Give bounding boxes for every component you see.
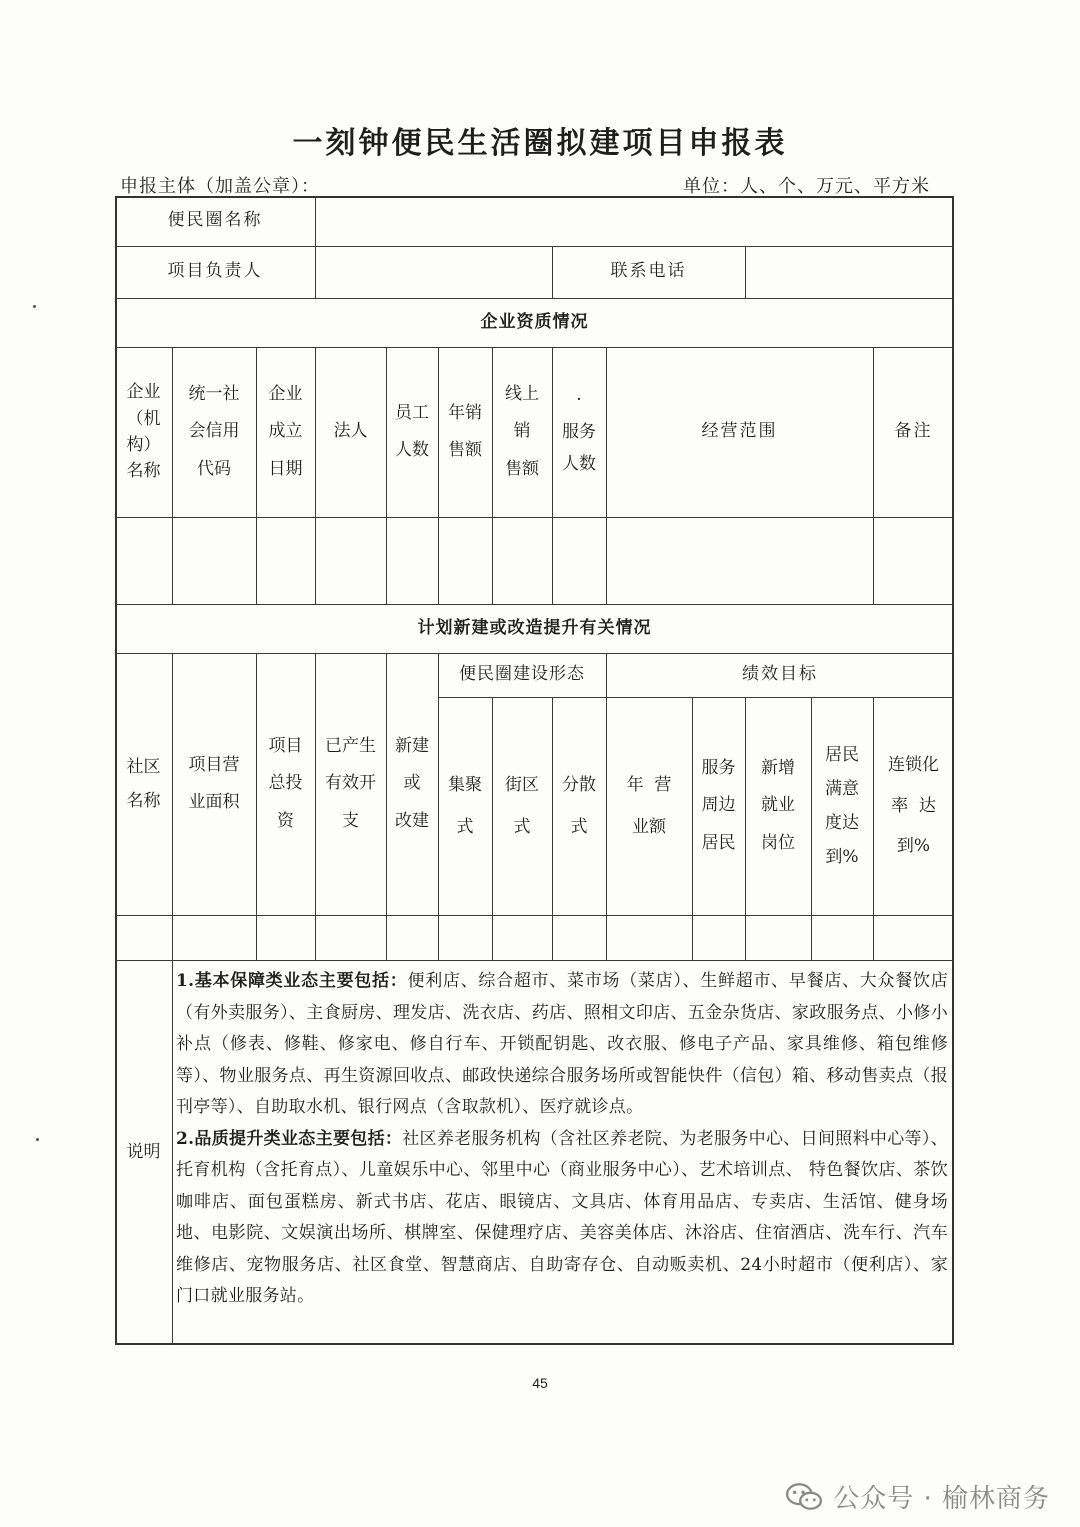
watermark-text: 公众号 · 榆林商务 bbox=[833, 1484, 1050, 1514]
col-established-date: 企业 成立 日期 bbox=[268, 383, 303, 479]
note-item-2-text: 社区养老服务机构（含社区养老院、为老服务中心、日间照料中心等）、托育机构（含托育点）、儿童娱乐中心、邻里中心（商业服务中心）、艺术培训点、 特色餐饮店、茶饮咖啡店、面包蛋糕房、新式书店、花店、眼镜店、文具店、体育用品店、专卖店、生活馆、健身场地、电影院、文娱演出场所、棋牌室、保健理疗店、美容美体店、沐浴店、住宿酒店、洗车行、汽车维修店、宠物服务店、社区食堂、智慧商店、自助寄存仓、自动贩卖机、24小时超市（便利店）、家门口就业服务站。 bbox=[176, 1128, 948, 1306]
plan-section-title: 计划新建或改造提升有关情况 bbox=[417, 617, 652, 638]
col-form-group: 便民圈建设形态 bbox=[459, 664, 585, 685]
circle-name-label: 便民圈名称 bbox=[167, 210, 263, 231]
col-enterprise-name: 企业 （机 构） 名称 bbox=[126, 382, 161, 482]
note-item-1-text: 便利店、综合超市、菜市场（菜店）、生鲜超市、早餐店、大众餐饮店（有外卖服务）、主食厨房、理发店、洗衣店、药店、照相文印店、五金杂货店、家政服务点、小修小补点（修表、修鞋、修家电、修自行车、开锁配钥匙、改衣服、修电子产品、家具维修、箱包维修等）、物业服务点、再生资源回收点、邮政快递综合服务场所或智能快件（信包）箱、移动售卖点（报刊亭等）、自助取水机、银行网点（含取款机）、医疗就诊点。 bbox=[176, 971, 948, 1117]
rule bbox=[115, 517, 954, 518]
wechat-icon bbox=[785, 1482, 823, 1512]
col-street: 街区 式 bbox=[505, 774, 539, 837]
col-online-sales: 线上 销 售额 bbox=[505, 383, 539, 479]
notes-label: 说明 bbox=[126, 1141, 161, 1162]
col-chain: 连锁化 率 达 到% bbox=[888, 754, 939, 857]
contact-phone-label: 联系电话 bbox=[610, 261, 687, 282]
col-annual-sales: 年销 售额 bbox=[448, 402, 482, 460]
col-jobs: 新增 就业 岗位 bbox=[761, 757, 795, 853]
scan-speck bbox=[36, 1138, 39, 1141]
notes-content bbox=[176, 966, 948, 1313]
col-business-scope: 经营范围 bbox=[701, 421, 778, 442]
note-item-2 bbox=[176, 1124, 948, 1313]
col-community: 社区 名称 bbox=[126, 757, 161, 811]
col-spent: 已产生 有效开 支 bbox=[325, 735, 376, 831]
col-build-type: 新建 或 改建 bbox=[395, 735, 429, 831]
project-leader-label: 项目负责人 bbox=[167, 261, 263, 282]
page-number: 45 bbox=[532, 1375, 548, 1391]
contact-phone-input[interactable] bbox=[745, 246, 954, 298]
note-item-1-title: 1.基本保障类业态主要包括： bbox=[176, 971, 408, 991]
note-item-2-title: 2.品质提升类业态主要包括： bbox=[176, 1128, 403, 1149]
col-cluster: 集聚 式 bbox=[448, 774, 482, 837]
enterprise-section-title: 企业资质情况 bbox=[480, 311, 589, 332]
rule bbox=[115, 960, 954, 961]
col-investment: 项目 总投 资 bbox=[268, 735, 303, 831]
unit-label: 单位：人、个、万元、平方米 bbox=[683, 176, 930, 197]
col-area: 项目营 业面积 bbox=[188, 754, 240, 812]
col-legal-person: 法人 bbox=[333, 421, 368, 442]
note-item-1 bbox=[176, 966, 948, 1124]
col-perf-group: 绩效目标 bbox=[742, 664, 818, 685]
scan-speck bbox=[33, 305, 36, 308]
col-revenue: 年 营 业额 bbox=[626, 774, 672, 837]
rule bbox=[115, 915, 954, 916]
circle-name-input[interactable] bbox=[315, 196, 954, 246]
col-service-count: · 服务 人数 bbox=[562, 389, 596, 475]
col-satisfaction: 居民 满意 度达 到% bbox=[825, 745, 859, 867]
col-remarks: 备注 bbox=[894, 421, 933, 442]
col-credit-code: 统一社 会信用 代码 bbox=[188, 383, 240, 479]
watermark bbox=[785, 1478, 1050, 1515]
project-leader-input[interactable] bbox=[315, 246, 552, 298]
col-employees: 员工 人数 bbox=[395, 402, 429, 460]
col-residents: 服务 周边 居民 bbox=[701, 757, 736, 853]
col-scattered: 分散 式 bbox=[562, 774, 596, 837]
applicant-label: 申报主体（加盖公章）： bbox=[120, 176, 320, 197]
page-title: 一刻钟便民生活圈拟建项目申报表 bbox=[292, 126, 788, 161]
